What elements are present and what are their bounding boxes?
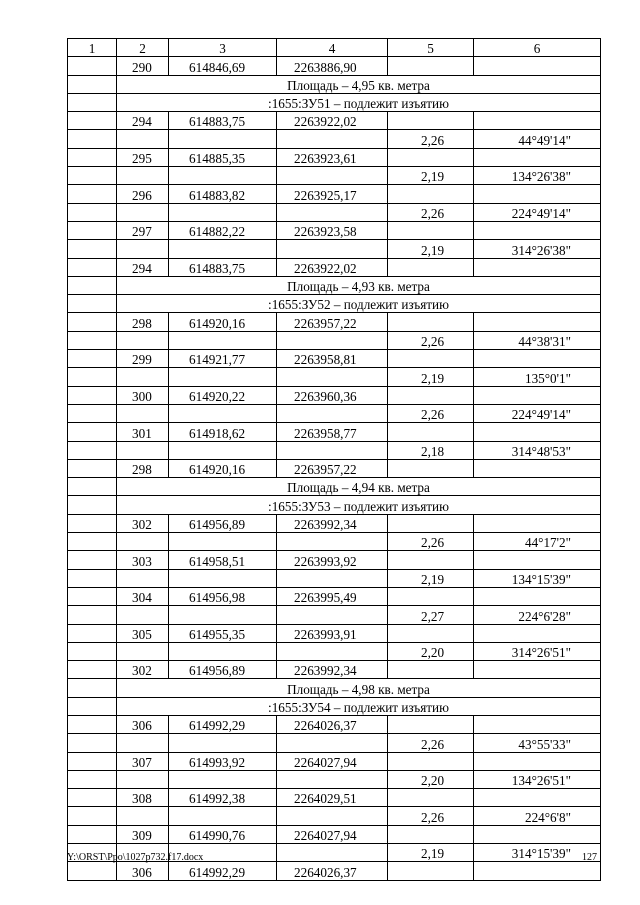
empty-cell [68, 404, 117, 422]
empty-cell [169, 167, 277, 185]
empty-cell [68, 862, 117, 880]
coordinate-x: 614993,92 [169, 752, 277, 770]
area-text: Площадь – 4,98 кв. метра [117, 679, 601, 697]
empty-cell [388, 386, 474, 404]
parcel-heading-row [68, 295, 601, 313]
segment-row [68, 368, 601, 386]
empty-cell [117, 203, 169, 221]
empty-cell [117, 606, 169, 624]
empty-cell [474, 185, 601, 203]
empty-cell [117, 770, 169, 788]
point-row [68, 459, 601, 477]
empty-cell [68, 130, 117, 148]
parcel-heading-row [68, 697, 601, 715]
empty-cell [68, 825, 117, 843]
empty-cell [117, 130, 169, 148]
empty-cell [388, 624, 474, 642]
point-number: 296 [117, 185, 169, 203]
empty-cell [169, 368, 277, 386]
empty-cell [68, 203, 117, 221]
empty-cell [474, 715, 601, 733]
empty-cell [474, 386, 601, 404]
segment-row [68, 770, 601, 788]
footer-file-path: Y:\ORST\Ppo\1027p732.f17.docx [67, 852, 204, 863]
header-cell-6: 6 [474, 39, 601, 57]
coordinate-y: 2263993,91 [277, 624, 388, 642]
empty-cell [68, 606, 117, 624]
area-row [68, 276, 601, 294]
empty-cell [388, 514, 474, 532]
point-number: 306 [117, 862, 169, 880]
header-cell-2: 2 [117, 39, 169, 57]
point-number: 298 [117, 459, 169, 477]
segment-length: 2,26 [388, 130, 474, 148]
coordinate-y: 2263958,81 [277, 350, 388, 368]
segment-length: 2,19 [388, 844, 474, 862]
header-row [68, 39, 601, 57]
empty-cell [474, 661, 601, 679]
empty-cell [388, 789, 474, 807]
empty-cell [388, 587, 474, 605]
coordinate-x: 614992,29 [169, 715, 277, 733]
coordinate-x: 614956,89 [169, 661, 277, 679]
coordinate-y: 2263992,34 [277, 661, 388, 679]
point-row [68, 587, 601, 605]
empty-cell [169, 734, 277, 752]
empty-cell [68, 715, 117, 733]
empty-cell [474, 587, 601, 605]
coordinate-x: 614956,89 [169, 514, 277, 532]
segment-length: 2,26 [388, 404, 474, 422]
empty-cell [169, 240, 277, 258]
parcel-heading: :1655:ЗУ53 – подлежит изъятию [117, 496, 601, 514]
coordinate-x: 614883,82 [169, 185, 277, 203]
empty-cell [474, 258, 601, 276]
point-row [68, 57, 601, 75]
segment-row [68, 807, 601, 825]
segment-bearing: 314°26'51" [474, 642, 601, 660]
empty-cell [388, 551, 474, 569]
point-number: 302 [117, 514, 169, 532]
table-body [68, 39, 601, 881]
point-number: 290 [117, 57, 169, 75]
empty-cell [68, 75, 117, 93]
point-number: 295 [117, 148, 169, 166]
empty-cell [277, 569, 388, 587]
point-row [68, 624, 601, 642]
empty-cell [68, 642, 117, 660]
point-number: 299 [117, 350, 169, 368]
segment-row [68, 404, 601, 422]
area-row [68, 478, 601, 496]
empty-cell [474, 148, 601, 166]
empty-cell [68, 459, 117, 477]
empty-cell [68, 240, 117, 258]
empty-cell [117, 240, 169, 258]
empty-cell [68, 551, 117, 569]
coordinate-x: 614918,62 [169, 423, 277, 441]
empty-cell [68, 697, 117, 715]
empty-cell [474, 57, 601, 75]
footer-page-number: 127 [582, 852, 597, 863]
segment-bearing: 314°48'53" [474, 441, 601, 459]
segment-bearing: 134°26'38" [474, 167, 601, 185]
point-row [68, 313, 601, 331]
empty-cell [388, 825, 474, 843]
coordinate-y: 2263995,49 [277, 587, 388, 605]
coordinate-x: 614992,29 [169, 862, 277, 880]
coordinate-y: 2263925,17 [277, 185, 388, 203]
empty-cell [68, 661, 117, 679]
empty-cell [169, 441, 277, 459]
point-number: 294 [117, 258, 169, 276]
segment-bearing: 224°49'14" [474, 404, 601, 422]
point-number: 303 [117, 551, 169, 569]
empty-cell [68, 770, 117, 788]
point-row [68, 514, 601, 532]
empty-cell [117, 642, 169, 660]
empty-cell [68, 752, 117, 770]
point-row [68, 112, 601, 130]
coordinate-y: 2263922,02 [277, 258, 388, 276]
segment-length: 2,26 [388, 734, 474, 752]
empty-cell [277, 203, 388, 221]
parcel-heading: :1655:ЗУ52 – подлежит изъятию [117, 295, 601, 313]
empty-cell [277, 404, 388, 422]
segment-bearing: 314°15'39" [474, 844, 601, 862]
segment-row [68, 240, 601, 258]
coordinate-y: 2263958,77 [277, 423, 388, 441]
segment-row [68, 606, 601, 624]
coordinate-y: 2263922,02 [277, 112, 388, 130]
empty-cell [474, 514, 601, 532]
empty-cell [117, 167, 169, 185]
point-row [68, 350, 601, 368]
empty-cell [117, 533, 169, 551]
empty-cell [277, 240, 388, 258]
header-cell-5: 5 [388, 39, 474, 57]
empty-cell [388, 185, 474, 203]
empty-cell [474, 789, 601, 807]
empty-cell [388, 148, 474, 166]
empty-cell [117, 441, 169, 459]
point-row [68, 185, 601, 203]
coordinate-y: 2263993,92 [277, 551, 388, 569]
empty-cell [68, 295, 117, 313]
empty-cell [388, 423, 474, 441]
segment-length: 2,20 [388, 770, 474, 788]
empty-cell [474, 459, 601, 477]
point-number: 298 [117, 313, 169, 331]
coordinate-x: 614883,75 [169, 112, 277, 130]
empty-cell [117, 734, 169, 752]
empty-cell [169, 533, 277, 551]
parcel-heading-row [68, 93, 601, 111]
segment-bearing: 224°6'28" [474, 606, 601, 624]
parcel-heading: :1655:ЗУ51 – подлежит изъятию [117, 93, 601, 111]
empty-cell [474, 313, 601, 331]
empty-cell [388, 112, 474, 130]
empty-cell [277, 533, 388, 551]
empty-cell [388, 258, 474, 276]
empty-cell [68, 331, 117, 349]
empty-cell [68, 386, 117, 404]
segment-bearing: 224°49'14" [474, 203, 601, 221]
point-number: 309 [117, 825, 169, 843]
segment-bearing: 44°49'14" [474, 130, 601, 148]
empty-cell [68, 221, 117, 239]
segment-length: 2,19 [388, 240, 474, 258]
empty-cell [68, 93, 117, 111]
point-row [68, 789, 601, 807]
empty-cell [117, 807, 169, 825]
area-text: Площадь – 4,95 кв. метра [117, 75, 601, 93]
coordinate-x: 614955,35 [169, 624, 277, 642]
empty-cell [277, 167, 388, 185]
header-cell-4: 4 [277, 39, 388, 57]
point-number: 302 [117, 661, 169, 679]
empty-cell [68, 441, 117, 459]
point-row [68, 752, 601, 770]
segment-bearing: 224°6'8" [474, 807, 601, 825]
empty-cell [68, 734, 117, 752]
empty-cell [277, 368, 388, 386]
empty-cell [68, 350, 117, 368]
segment-row [68, 167, 601, 185]
empty-cell [68, 368, 117, 386]
empty-cell [474, 423, 601, 441]
empty-cell [277, 441, 388, 459]
point-number: 306 [117, 715, 169, 733]
point-row [68, 423, 601, 441]
empty-cell [68, 789, 117, 807]
point-row [68, 258, 601, 276]
empty-cell [388, 752, 474, 770]
coordinate-x: 614882,22 [169, 221, 277, 239]
point-row [68, 715, 601, 733]
area-row [68, 75, 601, 93]
empty-cell [68, 167, 117, 185]
empty-cell [68, 569, 117, 587]
coordinate-y: 2263960,36 [277, 386, 388, 404]
empty-cell [169, 331, 277, 349]
empty-cell [277, 770, 388, 788]
coordinate-x: 614920,16 [169, 313, 277, 331]
empty-cell [277, 130, 388, 148]
empty-cell [169, 203, 277, 221]
header-cell-3: 3 [169, 39, 277, 57]
empty-cell [169, 404, 277, 422]
empty-cell [474, 752, 601, 770]
segment-row [68, 130, 601, 148]
empty-cell [68, 313, 117, 331]
empty-cell [117, 404, 169, 422]
point-row [68, 386, 601, 404]
empty-cell [117, 368, 169, 386]
point-row [68, 221, 601, 239]
empty-cell [388, 313, 474, 331]
segment-length: 2,27 [388, 606, 474, 624]
coordinate-x: 614883,75 [169, 258, 277, 276]
coordinate-y: 2264027,94 [277, 752, 388, 770]
empty-cell [68, 423, 117, 441]
segment-length: 2,18 [388, 441, 474, 459]
point-row [68, 661, 601, 679]
coordinate-y: 2263886,90 [277, 57, 388, 75]
empty-cell [277, 642, 388, 660]
empty-cell [68, 533, 117, 551]
empty-cell [68, 624, 117, 642]
empty-cell [68, 276, 117, 294]
segment-bearing: 43°55'33" [474, 734, 601, 752]
empty-cell [169, 770, 277, 788]
area-text: Площадь – 4,93 кв. метра [117, 276, 601, 294]
segment-length: 2,26 [388, 533, 474, 551]
segment-row [68, 642, 601, 660]
segment-row [68, 331, 601, 349]
segment-row [68, 203, 601, 221]
empty-cell [474, 624, 601, 642]
empty-cell [68, 258, 117, 276]
coordinate-y: 2264029,51 [277, 789, 388, 807]
empty-cell [68, 57, 117, 75]
point-number: 297 [117, 221, 169, 239]
empty-cell [68, 679, 117, 697]
coordinates-table [67, 38, 601, 881]
segment-row [68, 441, 601, 459]
empty-cell [277, 734, 388, 752]
coordinate-y: 2264027,94 [277, 825, 388, 843]
segment-length: 2,19 [388, 569, 474, 587]
empty-cell [277, 844, 388, 862]
parcel-heading: :1655:ЗУ54 – подлежит изъятию [117, 697, 601, 715]
segment-row [68, 533, 601, 551]
coordinate-x: 614992,38 [169, 789, 277, 807]
coordinate-y: 2264026,37 [277, 715, 388, 733]
empty-cell [474, 350, 601, 368]
segment-length: 2,20 [388, 642, 474, 660]
empty-cell [169, 642, 277, 660]
coordinate-x: 614958,51 [169, 551, 277, 569]
coordinate-y: 2263992,34 [277, 514, 388, 532]
point-row [68, 862, 601, 880]
empty-cell [388, 715, 474, 733]
empty-cell [277, 807, 388, 825]
coordinate-y: 2263957,22 [277, 459, 388, 477]
segment-length: 2,19 [388, 167, 474, 185]
point-number: 300 [117, 386, 169, 404]
segment-bearing: 134°26'51" [474, 770, 601, 788]
segment-bearing: 44°38'31" [474, 331, 601, 349]
segment-bearing: 314°26'38" [474, 240, 601, 258]
coordinate-x: 614990,76 [169, 825, 277, 843]
point-number: 294 [117, 112, 169, 130]
parcel-heading-row [68, 496, 601, 514]
segment-row [68, 734, 601, 752]
empty-cell [474, 825, 601, 843]
segment-bearing: 134°15'39" [474, 569, 601, 587]
empty-cell [388, 221, 474, 239]
segment-bearing: 44°17'2" [474, 533, 601, 551]
empty-cell [68, 514, 117, 532]
empty-cell [117, 331, 169, 349]
point-number: 305 [117, 624, 169, 642]
coordinate-x: 614956,98 [169, 587, 277, 605]
empty-cell [169, 130, 277, 148]
point-row [68, 551, 601, 569]
empty-cell [474, 221, 601, 239]
empty-cell [388, 459, 474, 477]
segment-length: 2,26 [388, 203, 474, 221]
empty-cell [68, 478, 117, 496]
coordinate-y: 2263923,58 [277, 221, 388, 239]
empty-cell [388, 862, 474, 880]
empty-cell [68, 148, 117, 166]
empty-cell [169, 807, 277, 825]
point-number: 301 [117, 423, 169, 441]
point-number: 304 [117, 587, 169, 605]
area-text: Площадь – 4,94 кв. метра [117, 478, 601, 496]
empty-cell [388, 661, 474, 679]
segment-row [68, 569, 601, 587]
coordinate-y: 2264026,37 [277, 862, 388, 880]
empty-cell [169, 569, 277, 587]
coordinate-x: 614846,69 [169, 57, 277, 75]
empty-cell [68, 112, 117, 130]
point-number: 307 [117, 752, 169, 770]
empty-cell [388, 350, 474, 368]
coordinate-y: 2263923,61 [277, 148, 388, 166]
segment-bearing: 135°0'1" [474, 368, 601, 386]
coordinate-x: 614921,77 [169, 350, 277, 368]
empty-cell [474, 862, 601, 880]
empty-cell [169, 606, 277, 624]
empty-cell [68, 587, 117, 605]
point-row [68, 148, 601, 166]
coordinate-x: 614920,22 [169, 386, 277, 404]
empty-cell [68, 807, 117, 825]
empty-cell [277, 331, 388, 349]
segment-length: 2,26 [388, 807, 474, 825]
empty-cell [277, 606, 388, 624]
coordinate-x: 614920,16 [169, 459, 277, 477]
area-row [68, 679, 601, 697]
point-row [68, 825, 601, 843]
empty-cell [68, 185, 117, 203]
segment-length: 2,19 [388, 368, 474, 386]
segment-length: 2,26 [388, 331, 474, 349]
empty-cell [68, 496, 117, 514]
empty-cell [474, 112, 601, 130]
header-cell-1: 1 [68, 39, 117, 57]
empty-cell [388, 57, 474, 75]
empty-cell [474, 551, 601, 569]
coordinate-y: 2263957,22 [277, 313, 388, 331]
coordinate-x: 614885,35 [169, 148, 277, 166]
empty-cell [117, 569, 169, 587]
point-number: 308 [117, 789, 169, 807]
